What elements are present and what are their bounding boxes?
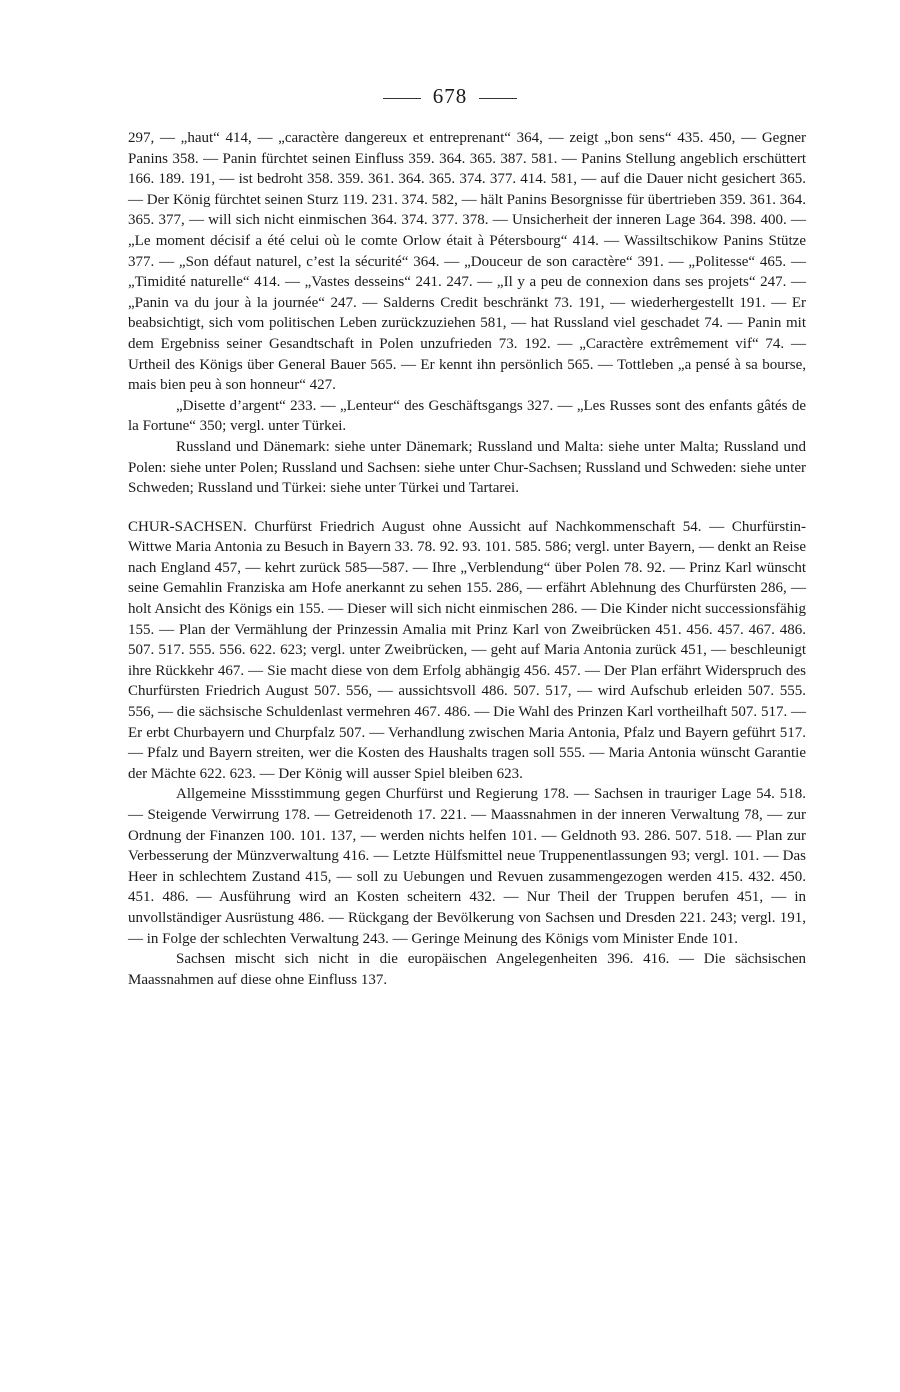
page-number: 678 (432, 84, 468, 108)
paragraph-russland-quotes: „Disette d’argent“ 233. — „Lenteur“ des Geschäftsgangs 327. — „Les Russes sont des enfants gâtés de la Fortune“ 350; vergl. unter Türkei. (128, 397, 806, 435)
header-rule-left (383, 98, 421, 99)
index-text (128, 128, 806, 990)
header-rule-right (479, 98, 517, 99)
paragraph-sachsen-europa: Sachsen mischt sich nicht in die europäischen Angelegenheiten 396. 416. — Die sächsischen Maassnahmen auf diese ohne Einfluss 137. (128, 951, 806, 988)
paragraph-russland-continued: 297, — „haut“ 414, — „caractère dangereux et entreprenant“ 364, — zeigt „bon sens“ 435. 450, — Gegner Panins 358. — Panin fürchtet seinen Einfluss 359. 364. 365. 387. 581. — Panins Stellung angeblich erschüttert 166. 189. 191, — ist bedroht 358. 359. 361. 364. 365. 374. 377. 414. 581, — auf die Dauer nicht gesichert 365. — Der König fürchtet seinen Sturz 119. 231. 374. 582, — hält Panins Besorgnisse für übertrieben 359. 361. 364. 365. 377, — will sich nicht einmischen 364. 374. 377. 378. — Unsicherheit der inneren Lage 364. 398. 400. — „Le moment décisif a été celui où le comte Orlow était à Pétersbourg“ 414. — Wassiltschikow Panins Stütze 377. — „Son défaut naturel, c’est la sécurité“ 364. — „Douceur de son caractère“ 391. — „Politesse“ 465. — „Timidité naturelle“ 414. — „Vastes desseins“ 241. 247. — „Il y a peu de connexion dans ses projets“ 247. — „Panin va du jour à la journée“ 247. — Salderns Credit beschränkt 73. 191, — wiederhergestellt 191. — Er beabsichtigt, sich vom politischen Leben zurückzuziehen 581, — hat Russland viel geschadet 74. — Panin mit dem Ergebniss seiner Gesandtschaft in Polen unzufrieden 73. 192. — „Caractère extrêmement vif“ 74. — Urtheil des Königs über General Bauer 565. — Er kennt ihn persönlich 565. — Tottleben „a pensé à sa bourse, mais bien peu à son honneur“ 427. (128, 130, 806, 394)
paragraph-russland-crossrefs: Russland und Dänemark: siehe unter Dänemark; Russland und Malta: siehe unter Malta; Russland und Polen: siehe unter Polen; Russland und Sachsen: siehe unter Chur-Sachsen; Russland und Schweden: siehe unter Schweden; Russland und Türkei: siehe unter Türkei und Tartarei. (128, 438, 806, 497)
paragraph-sachsen-verwaltung: Allgemeine Missstimmung gegen Churfürst und Regierung 178. — Sachsen in trauriger Lage 54. 518. — Steigende Verwirrung 178. — Getreidenoth 17. 221. — Maassnahmen in der inneren Verwaltung 78, — zur Ordnung der Finanzen 100. 101. 137, — werden nichts helfen 101. — Geldnoth 93. 286. 507. 518. — Plan zur Verbesserung der Münzverwaltung 416. — Letzte Hülfsmittel neue Truppenentlassungen 93; vergl. 101. — Das Heer in schlechtem Zustand 415, — soll zu Uebungen und Revuen zusammengezogen werden 415. 432. 450. 451. 486. — Ausführung wird an Kosten scheitern 432. — Nur Theil der Truppen berufen 451, — in unvollständiger Ausrüstung 486. — Rückgang der Bevölkerung von Sachsen und Dresden 221. 243; vergl. 191, — in Folge der schlechten Verwaltung 243. — Geringe Meinung des Königs vom Minister Ende 101. (128, 786, 806, 947)
paragraph-chur-sachsen-entry: CHUR-SACHSEN. Churfürst Friedrich August ohne Aussicht auf Nachkommenschaft 54. — Churfürstin-Wittwe Maria Antonia zu Besuch in Bayern 33. 78. 92. 93. 101. 585. 586; vergl. unter Bayern, — denkt an Reise nach England 457, — kehrt zurück 585—587. — Ihre „Verblendung“ über Polen 78. 92. — Prinz Karl wünscht seine Gemahlin Franziska am Hofe anerkannt zu sehen 155. 286, — erfährt Ablehnung des Churfürsten 286, — holt Ansicht des Königs ein 155. — Dieser will sich nicht einmischen 286. — Die Kinder nicht successionsfähig 155. — Plan der Vermählung der Prinzessin Amalia mit Prinz Karl von Zweibrücken 451. 456. 457. 467. 486. 507. 517. 555. 556. 622. 623; vergl. unter Zweibrücken, — geht auf Maria Antonia zurück 451, — beschleunigt ihre Rückkehr 467. — Sie macht diese von dem Erfolg abhängig 456. 457. — Der Plan erfährt Widerspruch des Churfürsten Friedrich August 507. 556, — aussichtsvoll 486. 507. 517, — wird Aufschub erleiden 507. 555. 556, — die sächsische Schuldenlast vermehren 467. 486. — Die Wahl des Prinzen Karl vortheilhaft 507. 517. — Er erbt Churbayern und Churpfalz 507. — Verhandlung zwischen Maria Antonia, Pfalz und Bayern geführt 517. — Pfalz und Bayern streiten, wer die Kosten des Haushalts tragen soll 555. — Maria Antonia wünscht Garantie der Mächte 622. 623. — Der König will ausser Spiel bleiben 623. (128, 518, 806, 782)
page-header (0, 84, 900, 109)
section-gap (128, 499, 806, 517)
